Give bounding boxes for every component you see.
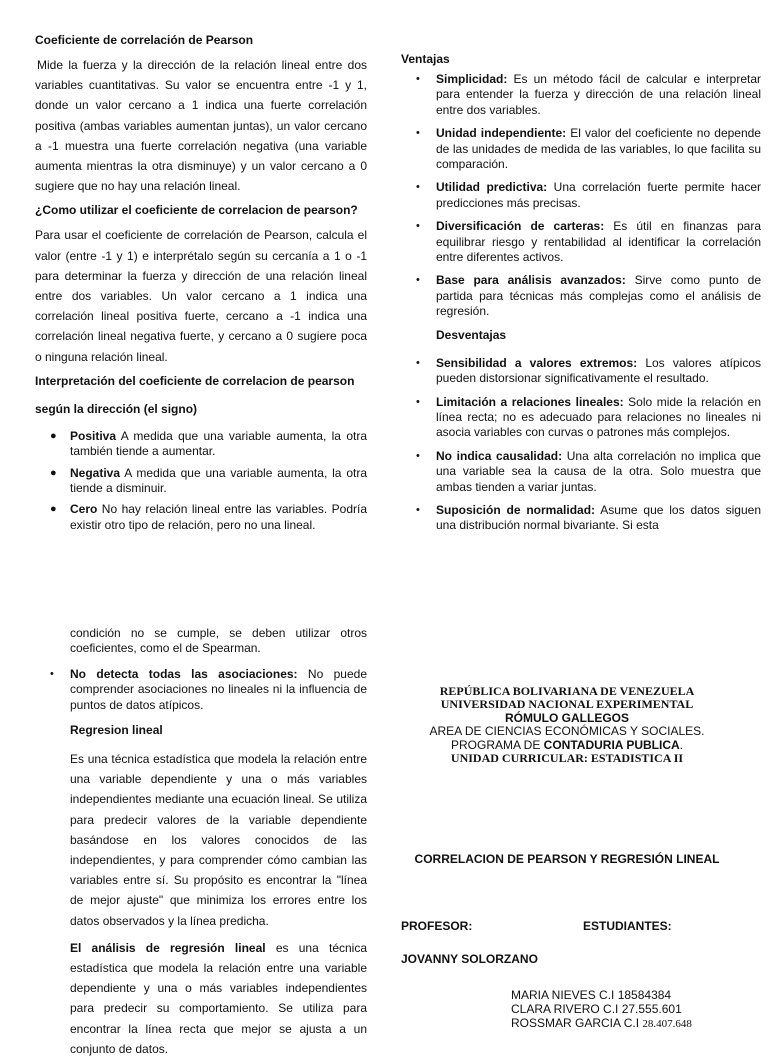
list-item: • No detecta todas las asociaciones: No puede comprender asociaciones no lineales ni la influencia de puntos de datos atípicos. [50, 666, 367, 712]
regresion-title: Regresion lineal [70, 723, 163, 738]
estudiantes-label: ESTUDIANTES: [583, 919, 672, 933]
pearson-section [35, 33, 367, 533]
cover-line-5: PROGRAMA DE CONTADURIA PUBLICA. [450, 737, 684, 752]
regresion-text: Es una técnica estadística que modela la relación entre una variable dependiente y una o más variables independientes mediante una ecuación lineal. Se utiliza para predecir valores de la variable dependiente basándose en los valores conocidos de las independientes, y para comprender cómo cambian las variables entre sí. Su propósito es encontrar la "línea de mejor ajuste" que minimiza los errores entre los datos observados y la línea predicha. [70, 752, 367, 928]
desventajas-list [401, 356, 761, 534]
interpretation-title: Interpretación del coeficiente de correlacion de pearson [35, 373, 355, 388]
continuation-list [35, 667, 367, 713]
direction-title: según la dirección (el signo) [35, 401, 198, 416]
cover-header [401, 685, 733, 765]
students-list [511, 988, 692, 1031]
regression-section [35, 626, 367, 1059]
list-item: • Unidad independiente: El valor del coeficiente no depende de las unidades de medida de las variables, lo que facilita su comparación. [416, 126, 761, 172]
student-3: ROSSMAR GARCIA C.I 28.407.648 [511, 1016, 692, 1030]
list-item: • Base para análisis avanzados: Sirve como punto de partida para técnicas más complejas como el análisis de regresión. [416, 273, 761, 319]
cover-line-3: RÓMULO GALLEGOS [505, 710, 629, 725]
list-item: • Simplicidad: Es un método fácil de calcular e interpretar para entender la fuerza y dirección de una relación lineal entre dos variables. [416, 72, 761, 117]
list-item: ● Cero No hay relación lineal entre las variables. Podría existir otro tipo de relación, pero no una lineal. [50, 502, 367, 532]
cover-line-1: REPÚBLICA BOLIVARIANA DE VENEZUELA [439, 684, 695, 698]
ventajas-list [401, 72, 761, 320]
pearson-intro: Mide la fuerza y la dirección de la relación lineal entre dos variables cuantitativas. Su valor se encuentra entre -1 y 1, donde un valor cercano a 1 indica una fuerte correlación positiva (ambas variables aumentan juntas), un valor cercano a -1 muestra una fuerte correlación negativa (una variable aumenta mientras la otra disminuye) y un valor cercano a 0 sugiere que no hay una relación lineal. [35, 58, 367, 194]
direction-list [35, 429, 367, 533]
list-item: ● Positiva A medida que una variable aumenta, la otra también tiende a aumentar. [50, 428, 367, 459]
how-to-title: ¿Como utilizar el coeficiente de correlacion de pearson? [35, 203, 358, 218]
profesor-label: PROFESOR: [401, 919, 473, 933]
ventajas-title: Ventajas [401, 52, 450, 66]
cover-title: CORRELACION DE PEARSON Y REGRESIÓN LINEAL [414, 852, 720, 866]
desventajas-title: Desventajas [436, 327, 507, 342]
student-2: CLARA RIVERO C.I 27.555.601 [511, 1002, 682, 1016]
list-item: • Diversificación de carteras: Es útil en finanzas para equilibrar riesgo y rentabilidad al identificar la correlación entre diferentes activos. [416, 219, 762, 265]
list-item: • Suposición de normalidad: Asume que los datos siguen una distribución normal bivariante. Si esta [416, 502, 761, 533]
list-item: ● Negativa A medida que una variable aumenta, la otra tiende a disminuir. [50, 465, 367, 496]
list-item: • No indica causalidad: Una alta correlación no implica que una variable sea la causa de la otra. Solo muestra que ambas tienden a variar juntas. [416, 448, 761, 494]
pearson-title: Coeficiente de correlación de Pearson [35, 33, 254, 47]
continuation-text: condición no se cumple, se deben utilizar otros coeficientes, como el de Spearman. [70, 626, 367, 656]
list-item: • Utilidad predictiva: Una correlación fuerte permite hacer predicciones más precisas. [416, 180, 761, 210]
profesor-name: JOVANNY SOLORZANO [401, 952, 538, 966]
student-1: MARIA NIEVES C.I 18584384 [511, 988, 672, 1002]
list-item: • Sensibilidad a valores extremos: Los valores atípicos pueden distorsionar significativamente el resultado. [416, 355, 762, 386]
cover-line-2: UNIVERSIDAD NACIONAL EXPERIMENTAL [440, 697, 694, 712]
pros-cons-section [401, 52, 761, 534]
analisis-text: El análisis de regresión lineal es una técnica estadística que modela la relación entre una variable dependiente y una o más variables independientes para predecir su comportamiento. Se utiliza para encontrar la línea recta que mejor se ajusta a un conjunto de datos. [70, 940, 368, 1056]
cover-line-4: AREA DE CIENCIAS ECONÓMICAS Y SOCIALES. [429, 724, 705, 739]
list-item: • Limitación a relaciones lineales: Solo mide la relación en línea recta; no es adecuado para relaciones no lineales ni asocia variables con curvas o patrones más complejos. [416, 394, 761, 440]
how-to-text: Para usar el coeficiente de correlación de Pearson, calcula el valor (entre -1 y 1) e interprétalo según su cercanía a 1 o -1 para determinar la fuerza y dirección de una relación lineal entre dos variables. Un valor cercano a 1 indica una correlación lineal positiva fuerte, cercano a -1 indica una correlación lineal negativa fuerte, y cercano a 0 sugiere poca o ninguna relación lineal. [35, 228, 367, 364]
cover-line-6: UNIDAD CURRICULAR: ESTADISTICA II [450, 751, 684, 766]
